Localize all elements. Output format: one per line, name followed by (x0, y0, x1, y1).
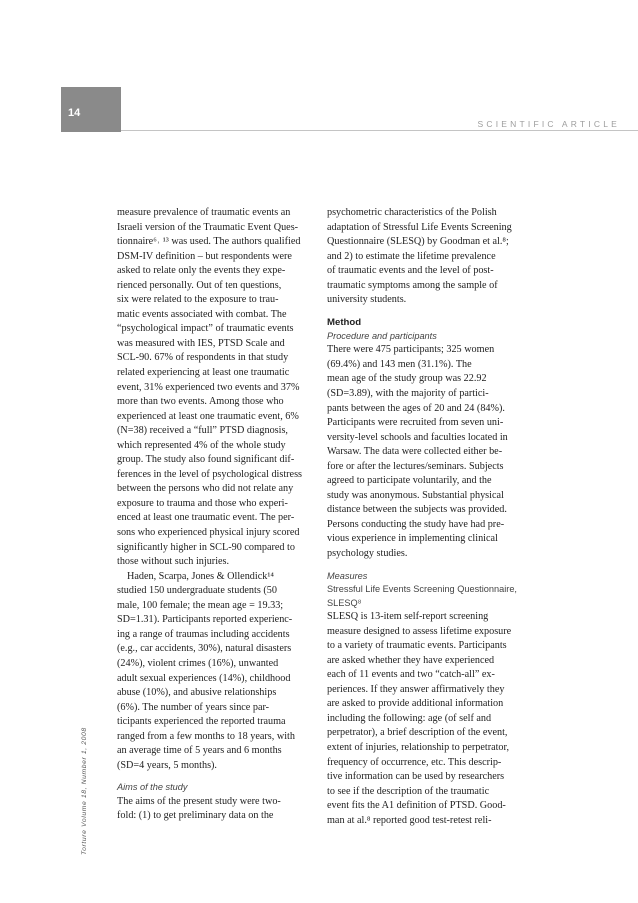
text-line: Israeli version of the Traumatic Event Ques- (117, 221, 299, 233)
text-line: of traumatic events and the level of post- (327, 265, 494, 277)
text-line: (SD=3.89), with the majority of partici- (327, 387, 489, 399)
text-line: fold: (1) to get preliminary data on the (117, 810, 274, 822)
text-line: (SD=4 years, 5 months). (117, 759, 217, 771)
text-line: to a variety of traumatic events. Participants (327, 640, 507, 652)
text-line: psychometric characteristics of the Polish (327, 207, 497, 218)
text-line: significantly higher in SCL-90 compared to (117, 541, 295, 553)
paragraph-gap (327, 308, 547, 316)
text-line: SCL-90. 67% of respondents in that study (117, 352, 289, 364)
text-line: are asked to provide additional information (327, 698, 504, 710)
text-line: Warsaw. The data were collected either be- (327, 446, 503, 458)
text-line: The aims of the present study were two- (117, 795, 281, 807)
section-heading: Aims of the study (117, 782, 188, 793)
right-column (327, 206, 547, 828)
text-line: and 2) to estimate the lifetime prevalence (327, 250, 496, 262)
left-column (117, 206, 317, 824)
page-number-box (61, 87, 121, 132)
text-line: university students. (327, 294, 407, 306)
text-line: agreed to participate voluntarily, and the (327, 475, 492, 487)
text-line: measure prevalence of traumatic events an (117, 207, 291, 218)
text-line: (6%). The number of years since par- (117, 701, 270, 713)
text-line: distance between the subjects was provided. (327, 504, 507, 516)
text-line: abuse (10%), and abusive relationships (117, 687, 277, 699)
text-line: Haden, Scarpa, Jones & Ollendick¹⁴ (127, 570, 274, 582)
text-line: tive information can be used by researchers (327, 771, 505, 783)
text-line: SD=1.31). Participants reported experienc- (117, 614, 293, 626)
text-line: SLESQ is 13-item self-report screening (327, 611, 489, 623)
text-line: (N=38) received a “full” PTSD diagnosis, (117, 425, 288, 437)
section-label: SCIENTIFIC ARTICLE (477, 119, 620, 129)
text-line: perpetrator), a brief description of the event, (327, 727, 508, 739)
text-line: asked to relate only the events they expe- (117, 265, 286, 277)
text-line: extent of injuries, relationship to perpetrator, (327, 741, 510, 753)
section-heading: Method (327, 316, 362, 328)
text-line: There were 475 participants; 325 women (327, 344, 495, 356)
text-line: DSM-IV definition – but respondents were (117, 250, 292, 262)
text-line: event, 31% experienced two events and 37% (117, 381, 300, 393)
text-line: related experiencing at least one traumatic (117, 367, 290, 379)
text-line: studied 150 undergraduate students (50 (117, 585, 277, 597)
text-line: adult sexual experiences (14%), childhood (117, 672, 291, 684)
text-line: man at al.⁸ reported good test-retest reli- (327, 814, 492, 826)
paragraph-gap (327, 562, 547, 570)
section-heading: Stressful Life Events Screening Questionnaire, (327, 584, 517, 595)
text-line: each of 11 events and two “catch-all” ex- (327, 669, 495, 681)
text-line: to see if the description of the traumatic (327, 785, 490, 797)
section-heading: SLESQ⁸ (327, 597, 362, 608)
header-rule (121, 130, 638, 131)
text-line: ticipants experienced the reported trauma (117, 716, 286, 728)
text-line: rienced personally. Out of ten questions, (117, 279, 282, 291)
text-line: traumatic symptoms among the sample of (327, 279, 498, 291)
text-line: sons who experienced physical injury scored (117, 527, 300, 539)
text-line: study was anonymous. Substantial physical (327, 489, 504, 501)
text-line: male, 100 female; the mean age = 19.33; (117, 599, 284, 611)
text-line: Questionnaire (SLESQ) by Goodman et al.⁸; (327, 236, 509, 248)
text-line: periences. If they answer affirmatively they (327, 683, 505, 695)
section-heading: Procedure and participants (327, 330, 437, 341)
text-line: vious experience in implementing clinical (327, 533, 498, 545)
text-line: tionnaire⁶˒ ¹³ was used. The authors qualified (117, 236, 301, 248)
text-line: (69.4%) and 143 men (31.1%). The (327, 358, 472, 370)
text-line: ferences in the level of psychological distress (117, 468, 303, 480)
text-line: event fits the A1 definition of PTSD. Good- (327, 800, 506, 812)
text-line: enced at least one traumatic event. The per- (117, 512, 295, 524)
text-line: exposure to trauma and those who experi- (117, 497, 288, 509)
page-number: 14 (68, 107, 81, 119)
text-line: (e.g., car accidents, 30%), natural disasters (117, 643, 292, 655)
text-line: was measured with IES, PTSD Scale and (117, 337, 285, 349)
text-line: “psychological impact” of traumatic events (117, 323, 294, 335)
text-line: those without such injuries. (117, 556, 230, 568)
text-line: six were related to the exposure to trau- (117, 294, 279, 306)
text-line: matic events associated with combat. The (117, 308, 287, 320)
text-line: measure designed to assess lifetime exposure (327, 625, 512, 637)
section-heading: Measures (327, 570, 368, 581)
text-line: versity-level schools and faculties located in (327, 431, 508, 443)
text-line: which represented 4% of the whole study (117, 439, 286, 451)
journal-caption: Torture Volume 18, Number 1, 2008 (81, 727, 88, 855)
paragraph-gap (117, 773, 317, 781)
text-line: between the persons who did not relate any (117, 483, 294, 495)
text-line: more than two events. Among those who (117, 396, 284, 408)
text-line: are asked whether they have experienced (327, 654, 495, 666)
text-line: adaptation of Stressful Life Events Screening (327, 221, 512, 233)
text-line: frequency of occurrence, etc. This descrip- (327, 756, 502, 768)
text-line: Persons conducting the study have had pre- (327, 518, 505, 530)
text-line: an average time of 5 years and 6 months (117, 745, 282, 757)
text-line: ing a range of traumas including accidents (117, 628, 290, 640)
text-line: experienced at least one traumatic event, 6% (117, 410, 299, 422)
text-line: ranged from a few months to 18 years, with (117, 730, 295, 742)
text-line: including the following: age (of self and (327, 712, 492, 724)
text-line: psychology studies. (327, 547, 408, 559)
text-line: mean age of the study group was 22.92 (327, 373, 487, 385)
text-line: fore or after the lectures/seminars. Subjects (327, 460, 504, 472)
text-line: group. The study also found significant dif- (117, 454, 295, 466)
text-line: (24%), violent crimes (16%), unwanted (117, 657, 279, 669)
text-line: Participants were recruited from seven uni- (327, 417, 504, 429)
text-line: pants between the ages of 20 and 24 (84%). (327, 402, 505, 414)
